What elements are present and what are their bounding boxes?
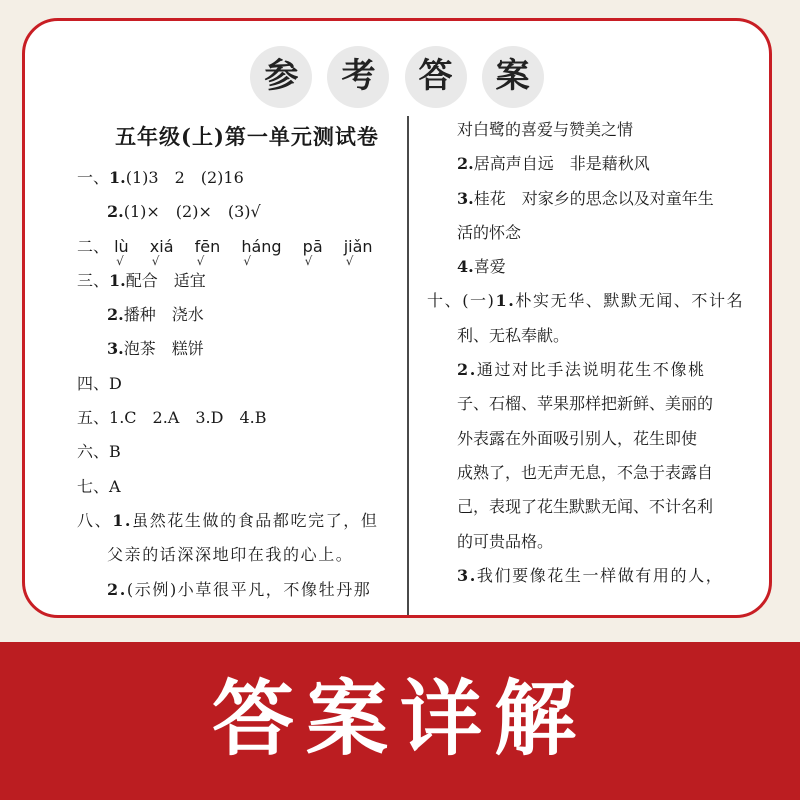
answer-line: 六、B [77, 442, 121, 462]
answer-text: 虽然花生做的食品都吃完了，但 [132, 510, 379, 530]
check-icon: √ [345, 253, 354, 268]
answer-line: 对白鹭的喜爱与赞美之情 [457, 120, 634, 139]
answer-text: 通过对比手法说明花生不像桃 [476, 360, 706, 380]
left-column [77, 113, 417, 607]
answer-card [22, 18, 772, 618]
answer-text: 1.C 2.A 3.D 4.B [109, 408, 267, 428]
answer-text: 泡茶 糕饼 [123, 339, 204, 359]
answer-line: 外表露在外面吸引别人，花生即使 [457, 428, 698, 448]
answer-line: 父亲的话深深地印在我的心上。 [107, 545, 354, 565]
answer-line: 的可贵品格。 [457, 531, 554, 551]
pinyin-text: fēn [194, 236, 221, 256]
answer-line [77, 573, 417, 607]
title-char-1: 参 [250, 46, 312, 108]
section-prefix: 二、 [77, 236, 110, 256]
check-icon: √ [196, 253, 205, 268]
question-number: 3. [107, 339, 124, 359]
question-number: 1. [495, 291, 516, 311]
question-number: 3. [457, 188, 474, 208]
question-number: 2. [457, 360, 477, 380]
answer-text: 播种 浇水 [123, 305, 204, 325]
pinyin-text: lù [114, 236, 129, 256]
exam-title: 五年级(上)第一单元测试卷 [115, 124, 379, 149]
question-number: 1. [109, 270, 126, 290]
question-number: 3. [457, 565, 477, 585]
answer-line [427, 559, 757, 593]
pinyin-item [114, 230, 129, 268]
answer-text: (示例)小草很平凡，不像牡丹那 [126, 579, 372, 599]
answer-line [427, 147, 757, 181]
answer-line [427, 353, 757, 387]
answer-line [77, 161, 417, 195]
answer-text: 我们要像花生一样做有用的人， [476, 565, 724, 585]
check-icon: √ [304, 253, 313, 268]
check-icon: √ [116, 253, 124, 268]
pinyin-line [77, 230, 417, 268]
answer-line: 四、D [77, 373, 122, 393]
pinyin-item [149, 230, 174, 268]
bottom-banner [0, 642, 800, 800]
question-number: 2. [107, 202, 124, 222]
answer-text: 喜爱 [473, 257, 506, 277]
answer-line: 活的怀念 [457, 222, 522, 242]
question-number: 2. [107, 579, 127, 599]
pinyin-text: jiǎn [343, 236, 373, 256]
question-number: 2. [107, 305, 124, 325]
section-prefix: 五、 [77, 408, 110, 428]
section-prefix: 三、 [77, 270, 110, 290]
pinyin-text: pā [302, 236, 323, 256]
title-char-2: 考 [327, 46, 389, 108]
section-prefix: 十、(一) [427, 291, 496, 311]
answer-line [427, 250, 757, 284]
right-column [427, 113, 757, 593]
answer-line [427, 182, 757, 216]
answer-text: (1)× (2)× (3)√ [123, 202, 261, 222]
question-number: 1. [109, 168, 126, 187]
banner-text: 答案详解 [211, 672, 588, 767]
answer-line [427, 284, 757, 318]
answer-line: 七、A [77, 476, 121, 496]
title-char-3: 答 [405, 46, 467, 108]
answer-line: 成熟了，也无声无息，不急于表露自 [457, 462, 714, 482]
section-prefix: 一、 [77, 168, 110, 187]
answer-line [77, 504, 417, 538]
section-prefix: 八、 [77, 510, 113, 530]
answer-text: 桂花 对家乡的思念以及对童年生 [473, 188, 714, 208]
answer-line: 利、无私奉献。 [457, 325, 570, 345]
check-icon: √ [151, 253, 160, 268]
title-row [25, 46, 769, 108]
answer-line [77, 195, 417, 229]
question-number: 1. [112, 510, 133, 530]
answer-text: 配合 适宜 [125, 270, 206, 290]
pinyin-text: háng [241, 236, 282, 256]
answer-text: 居高声自远 非是藉秋风 [473, 154, 650, 174]
answer-line: 己，表现了花生默默无闻、不计名利 [457, 497, 714, 517]
title-char-4: 案 [482, 46, 544, 108]
pinyin-item [302, 230, 323, 268]
answer-line [77, 298, 417, 332]
pinyin-item [194, 230, 221, 268]
pinyin-text: xiá [149, 236, 174, 256]
check-icon: √ [243, 253, 251, 268]
question-number: 2. [457, 154, 474, 174]
answer-text: (1)3 2 (2)16 [125, 168, 244, 187]
pinyin-item [241, 230, 282, 268]
question-number: 4. [457, 257, 474, 277]
answer-line [77, 332, 417, 366]
answer-text: 朴实无华、默默无闻、不计名 [515, 291, 745, 311]
pinyin-item [343, 230, 373, 268]
answer-line [77, 401, 417, 435]
answer-line: 子、石榴、苹果那样把新鲜、美丽的 [457, 394, 714, 414]
